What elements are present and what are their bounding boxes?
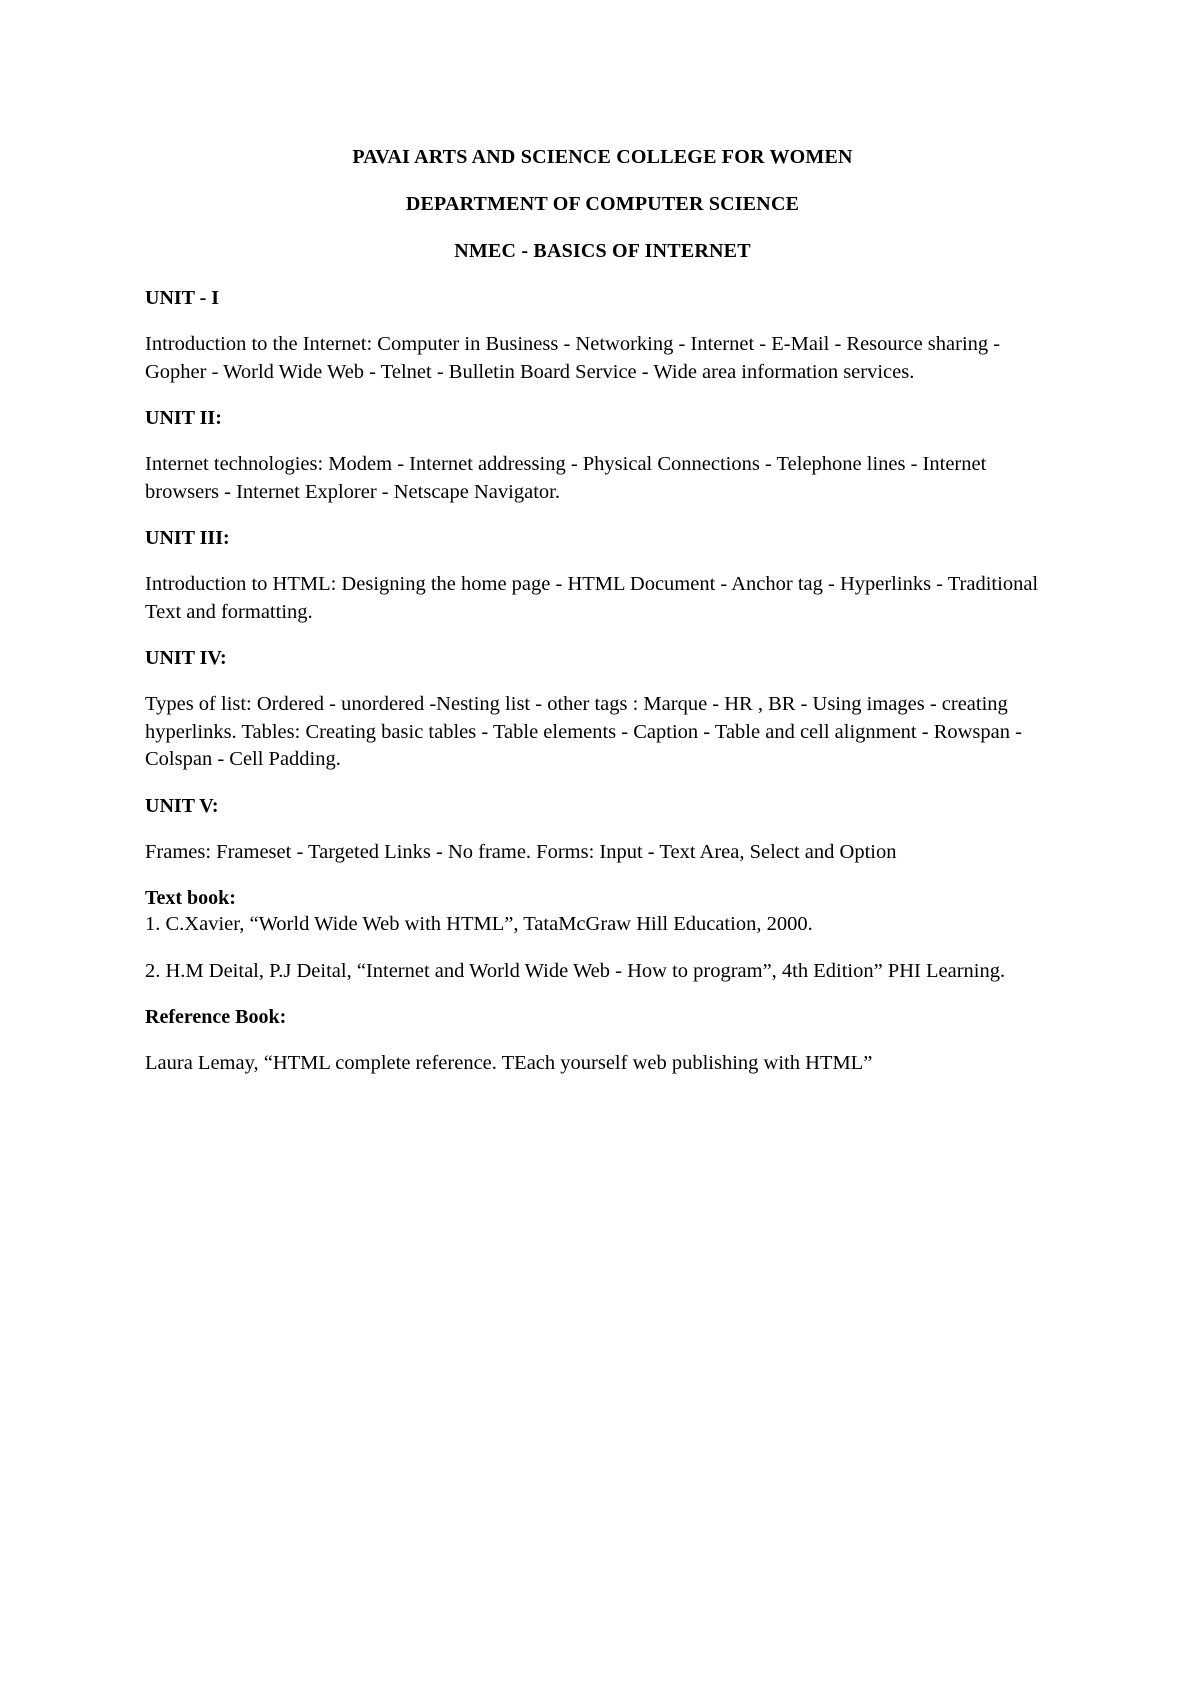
unit-4-content: Types of list: Ordered - unordered -Nesting list - other tags : Marque - HR , BR - Using images - creating hyperlinks. Tables: Creating basic tables - Table elements - Caption - Table and cell alignment - Rowspan - Colspan - Cell Padding.: [145, 693, 1022, 770]
reference-heading: Reference Book:: [145, 1006, 287, 1028]
unit-2-heading: UNIT II:: [145, 407, 222, 429]
textbook-item-1: 1. C.Xavier, “World Wide Web with HTML”, TataMcGraw Hill Education, 2000.: [145, 913, 813, 935]
textbook-heading: Text book:: [145, 887, 236, 909]
unit-5-heading: UNIT V:: [145, 794, 219, 817]
college-title: PAVAI ARTS AND SCIENCE COLLEGE FOR WOMEN: [352, 146, 853, 168]
reference-item-1: Laura Lemay, “HTML complete reference. TEach yourself web publishing with HTML”: [145, 1052, 873, 1074]
unit-4-heading: UNIT IV:: [145, 647, 227, 669]
unit-3-content: Introduction to HTML: Designing the home page - HTML Document - Anchor tag - Hyperlinks - Traditional Text and formatting.: [145, 573, 1039, 623]
department-title: DEPARTMENT OF COMPUTER SCIENCE: [405, 193, 800, 215]
unit-3-heading: UNIT III:: [145, 527, 230, 549]
unit-1-heading: UNIT - I: [145, 287, 220, 309]
course-title: NMEC - BASICS OF INTERNET: [454, 240, 751, 262]
unit-5-content: Frames: Frameset - Targeted Links - No frame. Forms: Input - Text Area, Select and Option: [145, 840, 897, 863]
textbook-item-2: 2. H.M Deital, P.J Deital, “Internet and World Wide Web - How to program”, 4th Edition” PHI Learning.: [145, 959, 1006, 982]
unit-1-content: Introduction to the Internet: Computer in Business - Networking - Internet - E-Mail - Resource sharing - Gopher - World Wide Web - Telnet - Bulletin Board Service - Wide area information services.: [145, 333, 1001, 383]
unit-2-content: Internet technologies: Modem - Internet addressing - Physical Connections - Telephone lines - Internet browsers - Internet Explorer - Netscape Navigator.: [145, 453, 987, 503]
